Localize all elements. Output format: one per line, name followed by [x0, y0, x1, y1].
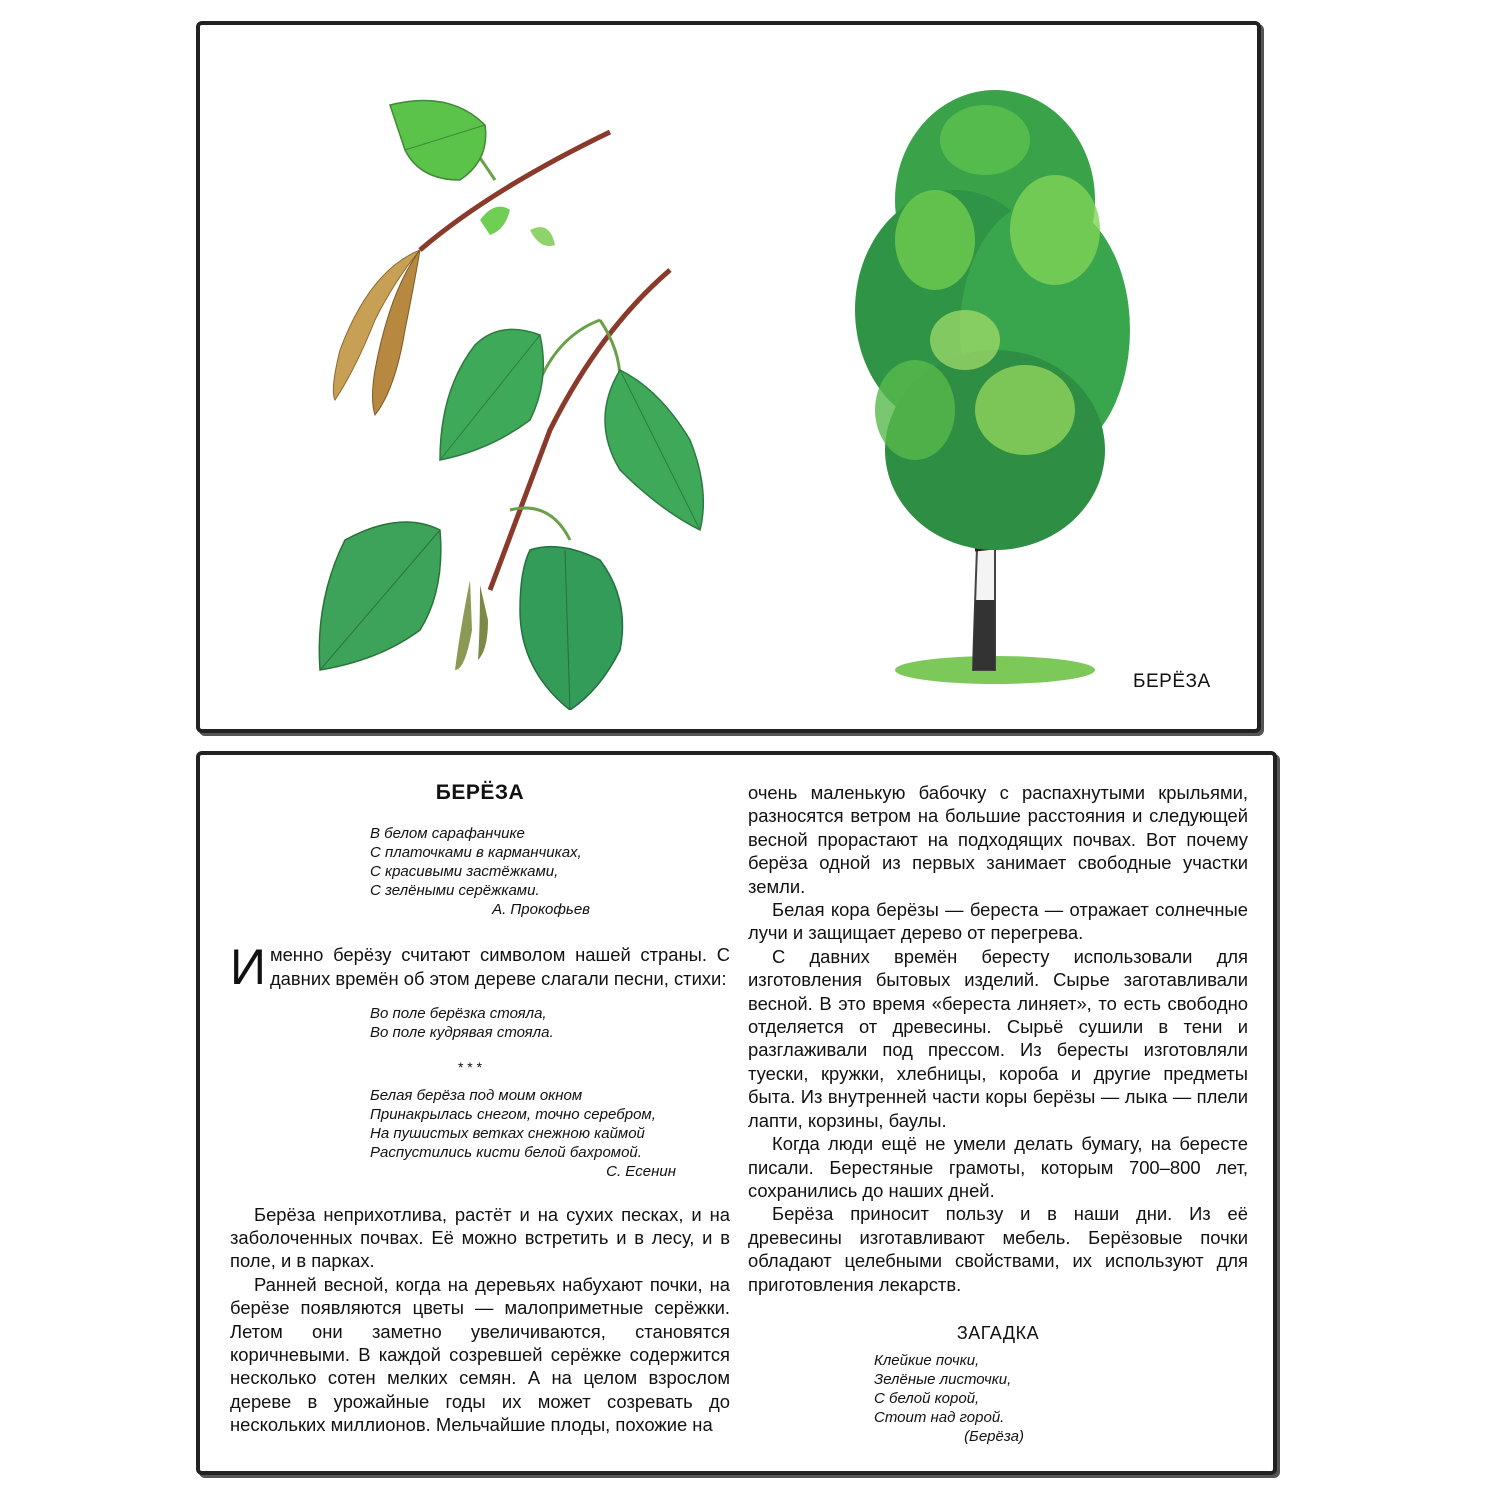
birch-tree-illustration: [845, 80, 1145, 690]
front-caption: БЕРЁЗА: [1133, 671, 1211, 692]
verse-line: Принакрылась снегом, точно серебром,: [370, 1105, 656, 1123]
paragraph-bark: Белая кора берёзы — береста — отражает солнечные лучи и защищает дерево от перегрева.: [748, 899, 1248, 944]
verse-line: На пушистых ветках снежною каймой: [370, 1124, 645, 1142]
article-title: БЕРЁЗА: [435, 781, 525, 804]
verse-line: Белая берёза под моим окном: [370, 1086, 583, 1104]
poem-author: С. Есенин: [606, 1162, 676, 1180]
verse-line: Зелёные листочки,: [874, 1371, 1012, 1389]
left-column: [230, 777, 730, 1437]
paragraph-catkins-continued: очень маленькую бабочку с распахнутыми крыльями, разносятся ветром на большие расстояния и следующей весной прорастают на подходящих почвах. Вот почему берёза одной из первых занимает свободные участки земли.: [748, 782, 1248, 897]
epigraph-author: А. Прокофьев: [492, 901, 590, 919]
paragraph-modern-uses: Берёза приносит пользу и в наши дни. Из её древесины изготавливают мебель. Берёзовые почки обладают целебными свойствами, их используют для приготовления лекарств.: [748, 1203, 1248, 1295]
verse-line: Клейкие почки,: [874, 1352, 980, 1370]
drop-cap: И: [230, 939, 266, 996]
verse-line: Стоит над горой.: [874, 1409, 1005, 1427]
riddle-title: ЗАГАДКА: [956, 1322, 1040, 1343]
riddle: [874, 1351, 1024, 1446]
verse-line: Во поле кудрявая стояла.: [370, 1024, 554, 1042]
back-card: [196, 751, 1277, 1475]
front-card: [196, 21, 1261, 733]
verse-line: С красивыми застёжками,: [370, 863, 559, 881]
verse-line: Распустились кисти белой бахромой.: [370, 1143, 642, 1161]
paragraph-birchbark-uses: С давних времён бересту использовали для изготовления бытовых изделий. Сырье заготавливали весной. В это время «береста линяет», то есть свободно отделяется от древесины. Сырьё сушили в тени и разглаживали под прессом. Из бересты изготовляли туески, кружки, хлебницы, короба и другие предметы быта. Из внутренней части коры берёзы — лыка — плели лапти, корзины, баулы.: [748, 945, 1248, 1131]
right-column: [748, 781, 1248, 1446]
paragraph-birchbark-letters: Когда люди ещё не умели делать бумагу, на бересте писали. Берестяные грамоты, которым 700–800 лет, сохранились до наших дней.: [748, 1133, 1248, 1201]
poem-esenin: [370, 1086, 676, 1181]
paragraph-habitat: Берёза неприхотлива, растёт и на сухих песках, и на заболоченных почвах. Её можно встретить и в лесу, и в поле, и в парках.: [230, 1203, 730, 1272]
birch-branch-illustration: [300, 70, 740, 710]
riddle-answer: (Берёза): [964, 1428, 1024, 1446]
poem-folk: [370, 1004, 670, 1042]
verse-line: В белом сарафанчике: [370, 825, 525, 843]
verse-line: С платочками в карманчиках,: [370, 844, 582, 862]
intro-paragraph: [230, 939, 730, 996]
verse-line: С белой корой,: [874, 1390, 980, 1408]
intro-text: менно берёзу считают символом нашей страны. С давних времён об этом дереве слагали песни, стихи:: [269, 944, 730, 989]
verse-line: С зелёными серёжками.: [370, 882, 540, 900]
stars-divider: * * *: [457, 1059, 483, 1076]
verse-line: Во поле берёзка стояла,: [370, 1005, 547, 1023]
paragraph-catkins: Ранней весной, когда на деревьях набухают почки, на берёзе появляются цветы — малоприметные серёжки. Летом они заметно увеличиваются, становятся коричневыми. В каждой созревшей серёжке содержится несколько сотен мелких семян. А на целом взрослом дереве в урожайные годы их может созревать до нескольких миллионов. Мельчайшие плоды, похожие на: [230, 1273, 730, 1436]
epigraph: [370, 824, 590, 919]
